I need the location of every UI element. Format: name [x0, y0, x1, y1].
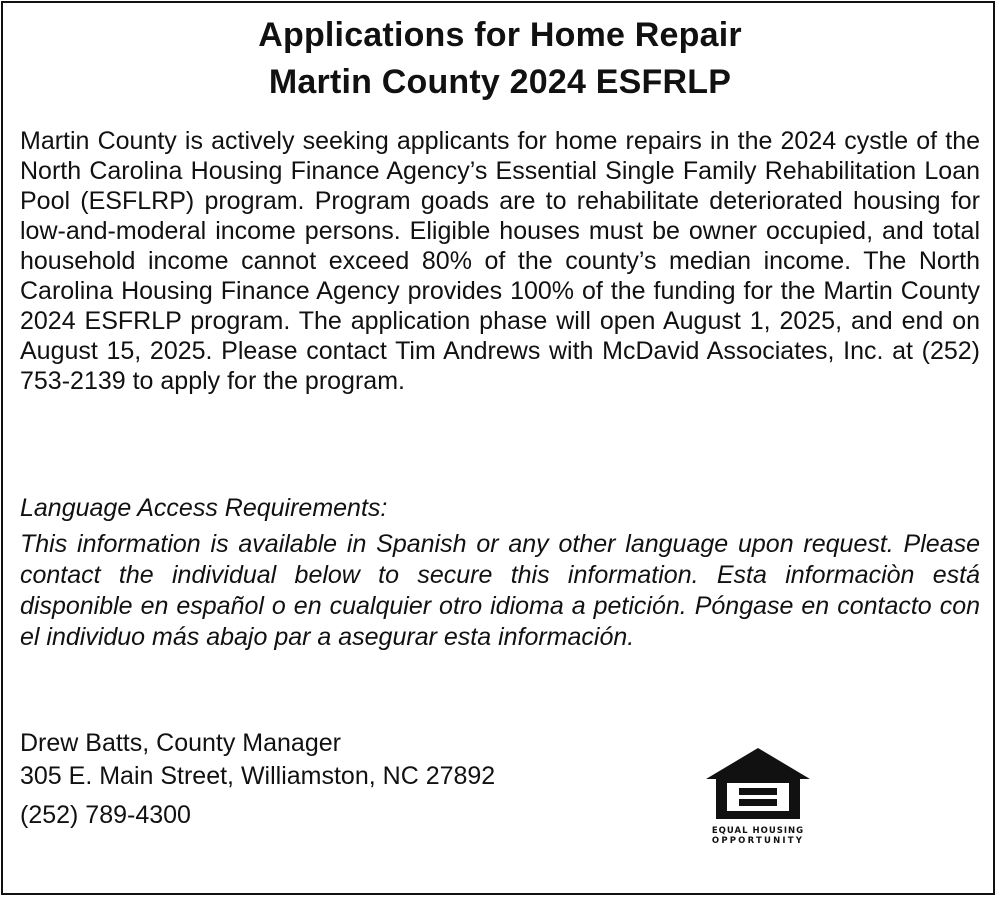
contact-address: 305 E. Main Street, Williamston, NC 27892: [20, 762, 496, 790]
contact-name: Drew Batts, County Manager: [20, 729, 341, 757]
notice-title: Applications for Home Repair: [258, 16, 742, 54]
logo-caption-line-1: EQUAL HOUSING: [711, 826, 805, 836]
contact-phone: (252) 789-4300: [20, 801, 191, 829]
language-access-text: This information is available in Spanish or any other language upon request. Please contact the individual below to secure this information. Esta informaciòn está disponible en español o en cualquier otro idioma a petición. Póngase en contacto con el individuo más abajo par a asegurar esta información.: [20, 530, 980, 651]
notice-subtitle: Martin County 2024 ESFRLP: [268, 63, 732, 101]
logo-caption-line-2: OPPORTUNITY: [711, 836, 805, 846]
language-access-heading: Language Access Requirements:: [20, 494, 388, 522]
main-paragraph: Martin County is actively seeking applicants for home repairs in the 2024 cystle of the North Carolina Housing Finance Agency’s Essential Single Family Rehabilitation Loan Pool (ESFLRP) program. Program goads are to rehabilitate deteriorated housing for low-and-moderal income persons. Eligible houses must be owner occupied, and total household income cannot exceed 80% of the county’s median income. The North Carolina Housing Finance Agency provides 100% of the funding for the Martin County 2024 ESFRLP program. The application phase will open August 1, 2025, and end on August 15, 2025. Please contact Tim Andrews with McDavid Associates, Inc. at (252) 753-2139 to apply for the program.: [20, 127, 980, 395]
